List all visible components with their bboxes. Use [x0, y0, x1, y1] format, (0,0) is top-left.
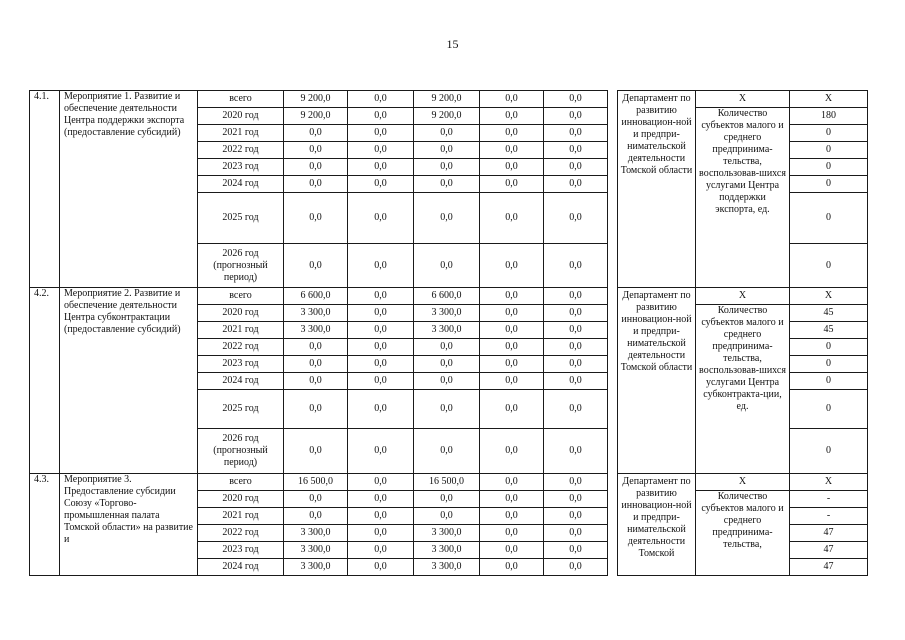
period-cell: 2020 год: [198, 108, 284, 125]
amount-cell: 0,0: [414, 176, 480, 193]
amount-cell: 6 600,0: [414, 288, 480, 305]
indicator-value: 47: [790, 559, 868, 576]
amount-cell: 0,0: [480, 559, 544, 576]
amount-total-cell: 0,0: [284, 142, 348, 159]
amount-cell: 0,0: [348, 305, 414, 322]
period-cell: 2024 год: [198, 559, 284, 576]
amount-cell: 0,0: [414, 508, 480, 525]
amount-total-cell: 9 200,0: [284, 108, 348, 125]
amount-cell: 0,0: [544, 91, 608, 108]
amount-cell: 0,0: [544, 193, 608, 244]
amount-cell: 0,0: [480, 305, 544, 322]
indicator-value: 45: [790, 322, 868, 339]
indicator-value: 0: [790, 373, 868, 390]
period-cell: 2023 год: [198, 542, 284, 559]
amount-total-cell: 0,0: [284, 176, 348, 193]
amount-cell: 0,0: [348, 322, 414, 339]
amount-cell: 0,0: [414, 244, 480, 288]
activity-number: 4.2.: [30, 288, 60, 474]
amount-cell: 0,0: [414, 125, 480, 142]
indicator-value: 47: [790, 542, 868, 559]
amount-total-cell: 0,0: [284, 508, 348, 525]
amount-cell: 3 300,0: [414, 542, 480, 559]
amount-total-cell: 0,0: [284, 159, 348, 176]
amount-cell: 0,0: [544, 159, 608, 176]
indicator-header-value: Х: [790, 474, 868, 491]
amount-cell: 0,0: [348, 125, 414, 142]
period-cell: всего: [198, 91, 284, 108]
amount-cell: 0,0: [544, 108, 608, 125]
amount-cell: 0,0: [480, 474, 544, 491]
amount-cell: 0,0: [480, 288, 544, 305]
indicator-header-name: Х: [696, 474, 790, 491]
amount-cell: 0,0: [348, 108, 414, 125]
amount-cell: 0,0: [480, 373, 544, 390]
amount-cell: 0,0: [480, 91, 544, 108]
table-body: [30, 91, 868, 576]
table-row: [30, 91, 868, 108]
amount-cell: 0,0: [544, 373, 608, 390]
amount-cell: 0,0: [348, 176, 414, 193]
indicator-value: 0: [790, 159, 868, 176]
period-cell: 2026 год (прогнозный период): [198, 429, 284, 474]
amount-cell: 0,0: [480, 390, 544, 429]
amount-total-cell: 3 300,0: [284, 559, 348, 576]
amount-cell: 0,0: [480, 108, 544, 125]
amount-total-cell: 6 600,0: [284, 288, 348, 305]
amount-cell: 0,0: [480, 142, 544, 159]
amount-cell: 0,0: [544, 244, 608, 288]
period-cell: 2020 год: [198, 305, 284, 322]
indicator-value: 45: [790, 305, 868, 322]
amount-total-cell: 0,0: [284, 373, 348, 390]
activity-name: Мероприятие 2. Развитие и обеспечение деятельности Центра субконтрактации (предоставление субсидий): [60, 288, 198, 474]
amount-cell: 0,0: [414, 339, 480, 356]
amount-cell: 0,0: [480, 542, 544, 559]
spacer-cell: [608, 474, 618, 576]
amount-cell: 0,0: [544, 542, 608, 559]
activity-number: 4.1.: [30, 91, 60, 288]
indicator-value: 0: [790, 356, 868, 373]
responsible-department: Департамент по развитию инновацион-ной и предпри-нимательской деятельности Томской: [618, 474, 696, 576]
amount-cell: 0,0: [348, 390, 414, 429]
indicator-value: 180: [790, 108, 868, 125]
amount-cell: 0,0: [480, 339, 544, 356]
period-cell: 2021 год: [198, 508, 284, 525]
period-cell: 2022 год: [198, 142, 284, 159]
indicator-value: 0: [790, 429, 868, 474]
amount-cell: 9 200,0: [414, 108, 480, 125]
indicator-value: 0: [790, 142, 868, 159]
period-cell: 2022 год: [198, 339, 284, 356]
table-row: [30, 474, 868, 491]
indicator-header-value: Х: [790, 91, 868, 108]
amount-cell: 0,0: [348, 193, 414, 244]
indicator-value: 0: [790, 339, 868, 356]
amount-cell: 0,0: [414, 390, 480, 429]
indicator-value: -: [790, 508, 868, 525]
amount-cell: 0,0: [544, 559, 608, 576]
amount-cell: 0,0: [480, 159, 544, 176]
amount-cell: 3 300,0: [414, 322, 480, 339]
amount-cell: 0,0: [348, 508, 414, 525]
amount-cell: 9 200,0: [414, 91, 480, 108]
amount-cell: 0,0: [348, 339, 414, 356]
amount-total-cell: 0,0: [284, 491, 348, 508]
program-table: [29, 90, 868, 576]
amount-cell: 0,0: [480, 356, 544, 373]
amount-cell: 0,0: [480, 125, 544, 142]
spacer-cell: [608, 91, 618, 288]
amount-cell: 0,0: [414, 159, 480, 176]
amount-cell: 0,0: [544, 390, 608, 429]
period-cell: 2025 год: [198, 390, 284, 429]
amount-cell: 0,0: [480, 322, 544, 339]
amount-total-cell: 3 300,0: [284, 305, 348, 322]
amount-cell: 0,0: [348, 91, 414, 108]
indicator-value: 47: [790, 525, 868, 542]
amount-cell: 0,0: [348, 491, 414, 508]
period-cell: 2024 год: [198, 176, 284, 193]
amount-cell: 0,0: [544, 142, 608, 159]
amount-cell: 3 300,0: [414, 559, 480, 576]
table-row: [30, 288, 868, 305]
period-cell: 2021 год: [198, 322, 284, 339]
amount-cell: 0,0: [414, 193, 480, 244]
period-cell: всего: [198, 474, 284, 491]
amount-cell: 0,0: [544, 508, 608, 525]
amount-total-cell: 3 300,0: [284, 322, 348, 339]
amount-cell: 0,0: [348, 542, 414, 559]
amount-cell: 0,0: [480, 508, 544, 525]
amount-cell: 0,0: [348, 288, 414, 305]
amount-cell: 0,0: [480, 429, 544, 474]
indicator-header-value: Х: [790, 288, 868, 305]
indicator-value: 0: [790, 125, 868, 142]
amount-cell: 0,0: [348, 474, 414, 491]
period-cell: 2025 год: [198, 193, 284, 244]
amount-total-cell: 3 300,0: [284, 542, 348, 559]
amount-cell: 0,0: [480, 525, 544, 542]
amount-cell: 0,0: [544, 491, 608, 508]
amount-total-cell: 0,0: [284, 339, 348, 356]
indicator-name: Количество субъектов малого и среднего предпринима-тельства, воспользовав-шихся услугами Центра субконтракта-ции, ед.: [696, 305, 790, 474]
amount-cell: 0,0: [544, 429, 608, 474]
amount-cell: 16 500,0: [414, 474, 480, 491]
amount-cell: 0,0: [348, 525, 414, 542]
amount-cell: 0,0: [348, 373, 414, 390]
indicator-value: -: [790, 491, 868, 508]
page-number: 15: [446, 37, 459, 51]
amount-cell: 0,0: [544, 305, 608, 322]
amount-cell: 0,0: [414, 491, 480, 508]
amount-cell: 0,0: [414, 429, 480, 474]
amount-cell: 0,0: [414, 356, 480, 373]
activity-name: Мероприятие 3. Предоставление субсидии Союзу «Торгово-промышленная палата Томской области» на развитие и: [60, 474, 198, 576]
indicator-name: Количество субъектов малого и среднего предпринима-тельства,: [696, 491, 790, 576]
spacer-cell: [608, 288, 618, 474]
amount-cell: 0,0: [348, 159, 414, 176]
amount-cell: 0,0: [544, 176, 608, 193]
amount-cell: 0,0: [480, 491, 544, 508]
period-cell: 2026 год (прогнозный период): [198, 244, 284, 288]
amount-cell: 0,0: [348, 244, 414, 288]
amount-cell: 0,0: [480, 193, 544, 244]
amount-total-cell: 0,0: [284, 390, 348, 429]
amount-cell: 0,0: [480, 244, 544, 288]
indicator-value: 0: [790, 244, 868, 288]
amount-cell: 0,0: [544, 356, 608, 373]
amount-total-cell: 16 500,0: [284, 474, 348, 491]
amount-cell: 0,0: [348, 429, 414, 474]
period-cell: 2022 год: [198, 525, 284, 542]
amount-cell: 0,0: [544, 322, 608, 339]
period-cell: 2021 год: [198, 125, 284, 142]
indicator-header-name: Х: [696, 91, 790, 108]
responsible-department: Департамент по развитию инновацион-ной и предпри-нимательской деятельности Томской области: [618, 288, 696, 474]
amount-cell: 0,0: [544, 339, 608, 356]
amount-cell: 0,0: [414, 142, 480, 159]
amount-cell: 0,0: [544, 525, 608, 542]
amount-cell: 0,0: [348, 356, 414, 373]
amount-cell: 3 300,0: [414, 525, 480, 542]
amount-total-cell: 0,0: [284, 244, 348, 288]
indicator-name: Количество субъектов малого и среднего предпринима-тельства, воспользовав-шихся услугами Центра поддержки экспорта, ед.: [696, 108, 790, 288]
period-cell: 2023 год: [198, 356, 284, 373]
period-cell: 2024 год: [198, 373, 284, 390]
amount-cell: 3 300,0: [414, 305, 480, 322]
amount-cell: 0,0: [480, 176, 544, 193]
indicator-value: 0: [790, 193, 868, 244]
indicator-value: 0: [790, 176, 868, 193]
amount-total-cell: 3 300,0: [284, 525, 348, 542]
indicator-header-name: Х: [696, 288, 790, 305]
amount-total-cell: 0,0: [284, 356, 348, 373]
amount-cell: 0,0: [414, 373, 480, 390]
indicator-value: 0: [790, 390, 868, 429]
amount-cell: 0,0: [348, 559, 414, 576]
responsible-department: Департамент по развитию инновацион-ной и предпри-нимательской деятельности Томской области: [618, 91, 696, 288]
period-cell: всего: [198, 288, 284, 305]
amount-cell: 0,0: [348, 142, 414, 159]
activity-number: 4.3.: [30, 474, 60, 576]
period-cell: 2020 год: [198, 491, 284, 508]
amount-cell: 0,0: [544, 474, 608, 491]
amount-total-cell: 0,0: [284, 429, 348, 474]
amount-cell: 0,0: [544, 288, 608, 305]
activity-name: Мероприятие 1. Развитие и обеспечение деятельности Центра поддержки экспорта (предоставление субсидий): [60, 91, 198, 288]
period-cell: 2023 год: [198, 159, 284, 176]
amount-total-cell: 0,0: [284, 125, 348, 142]
amount-total-cell: 0,0: [284, 193, 348, 244]
amount-cell: 0,0: [544, 125, 608, 142]
amount-total-cell: 9 200,0: [284, 91, 348, 108]
